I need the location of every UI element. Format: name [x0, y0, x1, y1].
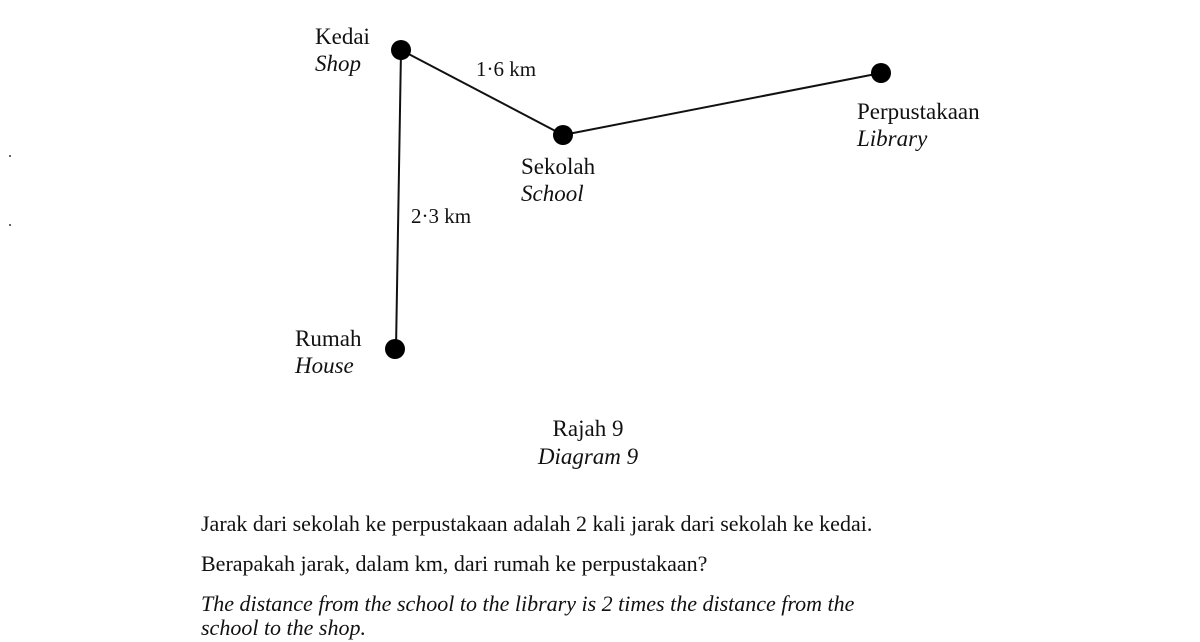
caption-ms: Rajah 9 — [552, 416, 624, 441]
library-label — [857, 98, 980, 152]
house-label — [295, 325, 361, 379]
shop-label — [315, 23, 370, 77]
node-shop — [391, 40, 411, 60]
distance-shop-school: 1·6 km — [476, 57, 537, 81]
caption-en: Diagram 9 — [537, 444, 639, 469]
school-label-en: School — [521, 181, 584, 206]
library-label-en: Library — [857, 126, 928, 151]
question-line-4: school to the shop. — [201, 615, 366, 640]
question-line-1: Jarak dari sekolah ke perpustakaan adalah 2 kali jarak dari sekolah ke kedai. — [201, 511, 873, 536]
node-library — [871, 63, 891, 83]
node-house — [385, 339, 405, 359]
diagram-caption — [0, 415, 1176, 471]
question-line-3: The distance from the school to the library is 2 times the distance from the — [201, 591, 855, 616]
edge-shop-house — [396, 50, 401, 349]
distance-shop-house: 2·3 km — [411, 204, 472, 228]
edge-school-library — [563, 73, 881, 135]
house-label-ms: Rumah — [295, 326, 362, 351]
school-label — [521, 153, 595, 207]
shop-label-en: Shop — [315, 51, 361, 76]
library-label-ms: Perpustakaan — [857, 99, 980, 124]
school-label-ms: Sekolah — [521, 154, 596, 179]
node-school — [553, 125, 573, 145]
question-line-2: Berapakah jarak, dalam km, dari rumah ke perpustakaan? — [201, 551, 708, 576]
house-label-en: House — [295, 353, 354, 378]
shop-label-ms: Kedai — [315, 24, 370, 49]
